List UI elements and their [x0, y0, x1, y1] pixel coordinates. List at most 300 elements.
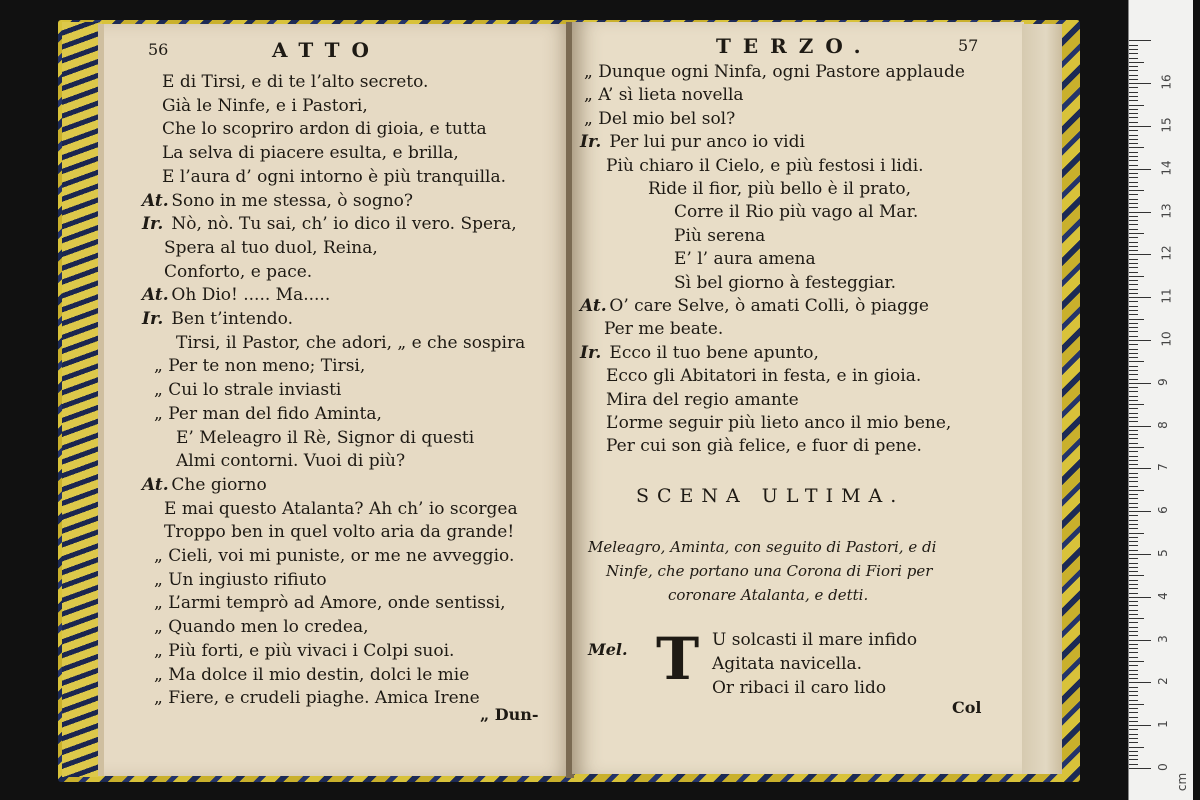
- ruler-tick: [1129, 109, 1138, 110]
- text-line: [176, 333, 525, 353]
- ruler-tick: [1129, 199, 1138, 200]
- ruler-tick: [1129, 173, 1138, 174]
- ruler-tick: [1129, 545, 1138, 546]
- ruler-tick: [1129, 404, 1144, 405]
- ruler-tick: [1129, 721, 1138, 722]
- ruler-tick: [1129, 670, 1138, 671]
- ruler-tick: [1129, 460, 1138, 461]
- ruler-tick: [1129, 764, 1138, 765]
- ruler-tick: [1129, 456, 1138, 457]
- ruler-tick: [1129, 417, 1138, 418]
- ruler-tick: [1129, 280, 1138, 281]
- ruler-tick: [1129, 319, 1144, 320]
- ruler-tick: [1129, 379, 1138, 380]
- ruler-tick: [1129, 759, 1138, 760]
- ruler-tick: [1129, 349, 1138, 350]
- line-text: Mira del regio amante: [606, 389, 799, 410]
- ruler-tick: [1129, 477, 1138, 478]
- ruler-tick: [1129, 678, 1138, 679]
- ruler-tick: [1129, 691, 1138, 692]
- ruler-tick: [1129, 297, 1151, 298]
- ruler-tick: [1129, 250, 1138, 251]
- ruler-tick: [1129, 742, 1138, 743]
- ruler-tick: [1129, 640, 1151, 641]
- text-line: [584, 62, 965, 82]
- ruler-tick: [1129, 139, 1138, 140]
- ruler-tick: [1129, 113, 1138, 114]
- text-line: [154, 546, 514, 566]
- ruler-number: 7: [1155, 463, 1170, 472]
- ruler-tick: [1129, 49, 1138, 50]
- line-text: „ Cieli, voi mi puniste, or me ne avveggio.: [154, 546, 515, 566]
- ruler-tick: [1129, 353, 1138, 354]
- text-line: [142, 475, 267, 495]
- ruler-tick: [1129, 700, 1138, 701]
- text-line: [164, 522, 514, 542]
- text-line: [142, 285, 330, 305]
- ruler-tick: [1129, 327, 1138, 328]
- text-line: [674, 249, 816, 269]
- text-line: [154, 665, 469, 685]
- ruler-tick: [1129, 100, 1138, 101]
- line-text: Troppo ben in quel volto aria da grande!: [164, 522, 515, 543]
- ruler-tick: [1129, 58, 1138, 59]
- ruler-tick: [1129, 229, 1138, 230]
- text-line: [606, 436, 922, 456]
- ruler-unit: cm: [1175, 772, 1190, 792]
- speaker-label: At.: [142, 285, 169, 306]
- line-text: Ben t’intendo.: [171, 309, 293, 329]
- line-text: Che giorno: [171, 474, 267, 495]
- ruler-tick: [1129, 413, 1138, 414]
- ruler-tick: [1129, 520, 1138, 521]
- ruler-tick: [1129, 627, 1138, 628]
- line-text: Corre il Rio più vago al Mar.: [674, 202, 919, 223]
- line-text: Che lo scopriro ardon di gioia, e tutta: [162, 119, 487, 140]
- ruler-tick: [1129, 314, 1138, 315]
- ruler-tick: [1129, 438, 1138, 439]
- ruler-tick: [1129, 165, 1138, 166]
- text-line: [162, 167, 506, 187]
- ruler-tick: [1129, 554, 1151, 555]
- line-text: Più chiaro il Cielo, e più festosi i lidi.: [606, 155, 924, 176]
- ruler-tick: [1129, 323, 1138, 324]
- ruler-tick: [1129, 45, 1138, 46]
- ruler-tick: [1129, 533, 1144, 534]
- line-text: E di Tirsi, e di te l’alto secreto.: [162, 72, 429, 92]
- text-line: [674, 226, 765, 246]
- ruler-tick: [1129, 194, 1138, 195]
- ruler-tick: [1129, 212, 1151, 213]
- verse-line: U solcasti il mare infido: [712, 630, 918, 650]
- ruler-number: 2: [1155, 677, 1170, 686]
- ruler-tick: [1129, 537, 1138, 538]
- line-text: Per me beate.: [604, 319, 724, 340]
- stage-direction-line: Meleagro, Aminta, con seguito di Pastori, e di: [588, 538, 937, 556]
- text-line: [154, 617, 369, 637]
- ruler-tick: [1129, 648, 1138, 649]
- ruler-number: 6: [1155, 506, 1170, 515]
- text-line: [142, 309, 293, 329]
- left-page-number: 56: [148, 40, 169, 59]
- ruler-tick: [1129, 524, 1138, 525]
- ruler-tick: [1129, 421, 1138, 422]
- ruler-tick: [1129, 451, 1138, 452]
- ruler-tick: [1129, 336, 1138, 337]
- ruler-tick: [1129, 738, 1138, 739]
- ruler-tick: [1129, 515, 1138, 516]
- line-text: L’orme seguir più lieto anco il mio bene,: [606, 413, 952, 433]
- ruler-tick: [1129, 503, 1138, 504]
- line-text: „ Per man del fido Aminta,: [154, 403, 382, 424]
- ruler-tick: [1129, 704, 1144, 705]
- line-text: Ecco il tuo bene apunto,: [609, 342, 819, 363]
- verse-speaker: Mel.: [588, 640, 628, 659]
- text-line: [580, 343, 819, 363]
- ruler-tick: [1129, 443, 1138, 444]
- text-line: [580, 132, 805, 152]
- ruler-tick: [1129, 344, 1138, 345]
- right-catchword: Col: [952, 698, 982, 717]
- ruler-tick: [1129, 160, 1138, 161]
- ruler-tick: [1129, 622, 1138, 623]
- ruler-number: 0: [1155, 763, 1170, 771]
- ruler-tick: [1129, 156, 1138, 157]
- ruler-tick: [1129, 301, 1138, 302]
- ruler-tick: [1129, 717, 1138, 718]
- ruler-number: 11: [1159, 288, 1174, 304]
- ruler-tick: [1129, 498, 1138, 499]
- ruler-tick: [1129, 310, 1138, 311]
- line-text: „ Del mio bel sol?: [584, 108, 736, 129]
- speaker-label: At.: [580, 296, 607, 316]
- ruler-tick: [1129, 92, 1138, 93]
- ruler-tick: [1129, 575, 1144, 576]
- ruler-tick: [1129, 494, 1138, 495]
- line-text: E’ l’ aura amena: [674, 249, 816, 270]
- speaker-label: Ir.: [580, 342, 602, 363]
- ruler-tick: [1129, 682, 1151, 683]
- ruler-tick: [1129, 366, 1138, 367]
- line-text: „ Per te non meno; Tirsi,: [154, 356, 366, 377]
- ruler-tick: [1129, 618, 1144, 619]
- speaker-label: Ir.: [142, 214, 164, 235]
- ruler-tick: [1129, 70, 1138, 71]
- ruler-tick: [1129, 391, 1138, 392]
- ruler-tick: [1129, 558, 1138, 559]
- ruler-tick: [1129, 75, 1138, 76]
- ruler-tick: [1129, 272, 1138, 273]
- text-line: [164, 499, 518, 519]
- ruler-tick: [1129, 263, 1138, 264]
- ruler-tick: [1129, 126, 1151, 127]
- ruler-number: 12: [1159, 245, 1174, 262]
- ruler-number: 9: [1155, 377, 1170, 386]
- stage-direction-line: coronare Atalanta, e detti.: [668, 586, 869, 604]
- speaker-label: At.: [142, 190, 169, 211]
- text-line: [674, 273, 896, 293]
- line-text: Sono in me stessa, ò sogno?: [171, 190, 414, 211]
- text-line: [154, 593, 506, 613]
- ruler-tick: [1129, 486, 1138, 487]
- ruler-tick: [1129, 246, 1138, 247]
- line-text: „ Quando men lo credea,: [154, 617, 369, 638]
- ruler-tick: [1129, 135, 1138, 136]
- ruler-tick: [1129, 96, 1138, 97]
- ruler-tick: [1129, 729, 1138, 730]
- ruler-tick: [1129, 331, 1138, 332]
- ruler-tick: [1129, 87, 1138, 88]
- line-text: Sì bel giorno à festeggiar.: [674, 272, 897, 293]
- ruler-tick: [1129, 644, 1138, 645]
- right-running-head: TERZO.: [716, 34, 873, 58]
- ruler-tick: [1129, 207, 1138, 208]
- ruler-tick: [1129, 631, 1138, 632]
- line-text: Nò, nò. Tu sai, ch’ io dico il vero. Spera,: [171, 214, 517, 235]
- ruler-tick: [1129, 152, 1138, 153]
- ruler-tick: [1129, 434, 1138, 435]
- ruler-tick: [1129, 306, 1138, 307]
- text-line: [176, 451, 405, 471]
- line-text: Spera al tuo duol, Reina,: [164, 237, 378, 258]
- verse-line: Agitata navicella.: [712, 654, 863, 674]
- ruler-tick: [1129, 481, 1138, 482]
- ruler-tick: [1129, 695, 1138, 696]
- text-line: [154, 570, 327, 590]
- text-line: [162, 96, 368, 116]
- ruler-tick: [1129, 40, 1151, 41]
- ruler-tick: [1129, 610, 1138, 611]
- ruler-tick: [1129, 464, 1138, 465]
- ruler-tick: [1129, 220, 1138, 221]
- line-text: La selva di piacere esulta, e brilla,: [162, 143, 459, 164]
- ruler-tick: [1129, 614, 1138, 615]
- ruler-number: 8: [1155, 420, 1170, 429]
- text-line: [162, 72, 428, 92]
- ruler-tick: [1129, 430, 1138, 431]
- ruler-tick: [1129, 593, 1138, 594]
- line-text: Ecco gli Abitatori in festa, e in gioia.: [606, 366, 922, 387]
- ruler-tick: [1129, 408, 1138, 409]
- ruler-tick: [1129, 105, 1144, 106]
- ruler-number: 13: [1159, 202, 1174, 219]
- text-line: [606, 390, 799, 410]
- ruler-number: 3: [1155, 634, 1170, 643]
- text-line: [164, 262, 312, 282]
- ruler-tick: [1129, 725, 1151, 726]
- ruler-tick: [1129, 708, 1138, 709]
- ruler-tick: [1129, 233, 1144, 234]
- ruler-tick: [1129, 584, 1138, 585]
- ruler-tick: [1129, 396, 1138, 397]
- line-text: Tirsi, il Pastor, che adori, „ e che sospira: [176, 332, 526, 353]
- text-line: [606, 366, 921, 386]
- ruler-tick: [1129, 473, 1138, 474]
- text-line: [176, 428, 474, 448]
- ruler-tick: [1129, 237, 1138, 238]
- ruler-tick: [1129, 652, 1138, 653]
- text-line: [154, 356, 365, 376]
- ruler-tick: [1129, 563, 1138, 564]
- ruler-tick: [1129, 541, 1138, 542]
- ruler-tick: [1129, 567, 1138, 568]
- text-line: [606, 413, 951, 433]
- line-text: „ Ma dolce il mio destin, dolci le mie: [154, 664, 470, 685]
- ruler-tick: [1129, 62, 1144, 63]
- text-line: [162, 143, 459, 163]
- text-line: [142, 214, 517, 234]
- line-text: „ L’armi temprò ad Amore, onde sentissi,: [154, 593, 506, 614]
- ruler-tick: [1129, 657, 1138, 658]
- text-line: [154, 641, 454, 661]
- text-line: [606, 156, 924, 176]
- line-text: „ Più forti, e più vivaci i Colpi suoi.: [154, 640, 455, 661]
- line-text: Ride il fior, più bello è il prato,: [648, 179, 911, 199]
- ruler-tick: [1129, 284, 1138, 285]
- left-catchword: „ Dun-: [480, 705, 539, 724]
- ruler-tick: [1129, 712, 1138, 713]
- ruler-number: 4: [1155, 591, 1170, 600]
- ruler-tick: [1129, 242, 1138, 243]
- text-line: [674, 202, 918, 222]
- ruler-tick: [1129, 665, 1138, 666]
- ruler-tick: [1129, 169, 1151, 170]
- ruler-tick: [1129, 361, 1144, 362]
- measurement-ruler: [1128, 0, 1193, 800]
- text-line: [584, 109, 735, 129]
- ruler-tick: [1129, 293, 1138, 294]
- text-line: [154, 404, 382, 424]
- text-line: [164, 238, 378, 258]
- ruler-tick: [1129, 122, 1138, 123]
- ruler-tick: [1129, 143, 1138, 144]
- line-text: Già le Ninfe, e i Pastori,: [162, 95, 368, 116]
- verse-line: Or ribaci il caro lido: [712, 678, 887, 698]
- ruler-tick: [1129, 53, 1138, 54]
- ruler-tick: [1129, 511, 1151, 512]
- ruler-tick: [1129, 340, 1151, 341]
- ruler-tick: [1129, 190, 1144, 191]
- ruler-tick: [1129, 588, 1138, 589]
- ruler-tick: [1129, 130, 1138, 131]
- page-stack-edge: [1022, 24, 1062, 774]
- ruler-tick: [1129, 468, 1151, 469]
- ruler-tick: [1129, 267, 1138, 268]
- line-text: Per lui pur anco io vidi: [609, 132, 805, 153]
- stage-direction-line: Ninfe, che portano una Corona di Fiori per: [606, 562, 933, 580]
- ruler-tick: [1129, 254, 1151, 255]
- ruler-number: 5: [1155, 549, 1170, 557]
- ruler-tick: [1129, 507, 1138, 508]
- line-text: Almi contorni. Vuoi di più?: [176, 451, 406, 472]
- ruler-number: 15: [1159, 117, 1174, 133]
- ruler-number: 10: [1159, 331, 1174, 347]
- ruler-tick: [1129, 147, 1144, 148]
- ruler-tick: [1129, 601, 1138, 602]
- ruler-tick: [1129, 550, 1138, 551]
- line-text: Conforto, e pace.: [164, 261, 313, 282]
- line-text: „ Dunque ogni Ninfa, ogni Pastore applaude: [584, 62, 965, 82]
- ruler-number: 16: [1159, 74, 1174, 90]
- ruler-tick: [1129, 83, 1151, 84]
- ruler-tick: [1129, 674, 1138, 675]
- speaker-label: At.: [142, 474, 169, 495]
- ruler-tick: [1129, 216, 1138, 217]
- ruler-tick: [1129, 357, 1138, 358]
- left-running-head: ATTO: [272, 38, 381, 62]
- ruler-tick: [1129, 182, 1138, 183]
- ruler-tick: [1129, 755, 1138, 756]
- scene-title: SCENA ULTIMA.: [636, 485, 905, 507]
- text-line: [154, 380, 341, 400]
- ruler-tick: [1129, 66, 1138, 67]
- text-line: [580, 296, 929, 316]
- line-text: „ Cui lo strale inviasti: [154, 380, 342, 401]
- line-text: E mai questo Atalanta? Ah ch’ io scorgea: [164, 498, 518, 519]
- line-text: E l’aura d’ ogni intorno è più tranquilla.: [162, 166, 507, 187]
- ruler-tick: [1129, 426, 1151, 427]
- line-text: E’ Meleagro il Rè, Signor di questi: [176, 427, 475, 448]
- ruler-tick: [1129, 734, 1138, 735]
- ruler-tick: [1129, 661, 1144, 662]
- line-text: „ Fiere, e crudeli piaghe. Amica Irene: [154, 688, 480, 709]
- ruler-tick: [1129, 768, 1151, 769]
- ruler-tick: [1129, 605, 1138, 606]
- ruler-tick: [1129, 374, 1138, 375]
- text-line: [142, 191, 413, 211]
- ruler-tick: [1129, 747, 1144, 748]
- text-line: [648, 179, 911, 199]
- text-line: [584, 85, 744, 105]
- drop-cap: T: [656, 625, 700, 693]
- ruler-tick: [1129, 597, 1151, 598]
- ruler-number: 1: [1155, 720, 1170, 729]
- speaker-label: Ir.: [580, 132, 602, 153]
- ruler-tick: [1129, 687, 1138, 688]
- line-text: O’ care Selve, ò amati Colli, ò piagge: [609, 296, 929, 316]
- line-text: Per cui son già felice, e fuor di pene.: [606, 436, 922, 457]
- speaker-label: Ir.: [142, 309, 164, 329]
- ruler-tick: [1129, 259, 1138, 260]
- ruler-tick: [1129, 224, 1138, 225]
- ruler-tick: [1129, 383, 1151, 384]
- line-text: „ A’ sì lieta novella: [584, 85, 744, 106]
- ruler-tick: [1129, 528, 1138, 529]
- cover-edge-left: [62, 22, 102, 777]
- ruler-number: 14: [1159, 160, 1174, 176]
- ruler-tick: [1129, 186, 1138, 187]
- ruler-tick: [1129, 400, 1138, 401]
- ruler-tick: [1129, 447, 1144, 448]
- ruler-tick: [1129, 580, 1138, 581]
- ruler-tick: [1129, 177, 1138, 178]
- ruler-tick: [1129, 751, 1138, 752]
- line-text: „ Un ingiusto rifiuto: [154, 569, 327, 590]
- ruler-tick: [1129, 117, 1138, 118]
- ruler-tick: [1129, 370, 1138, 371]
- ruler-tick: [1129, 276, 1144, 277]
- ruler-tick: [1129, 571, 1138, 572]
- text-line: [154, 688, 480, 708]
- ruler-tick: [1129, 387, 1138, 388]
- ruler-tick: [1129, 635, 1138, 636]
- ruler-tick: [1129, 490, 1144, 491]
- text-line: [162, 119, 487, 139]
- ruler-tick: [1129, 289, 1138, 290]
- ruler-tick: [1129, 79, 1138, 80]
- ruler-tick: [1129, 203, 1138, 204]
- line-text: Oh Dio! ..... Ma.....: [171, 285, 331, 306]
